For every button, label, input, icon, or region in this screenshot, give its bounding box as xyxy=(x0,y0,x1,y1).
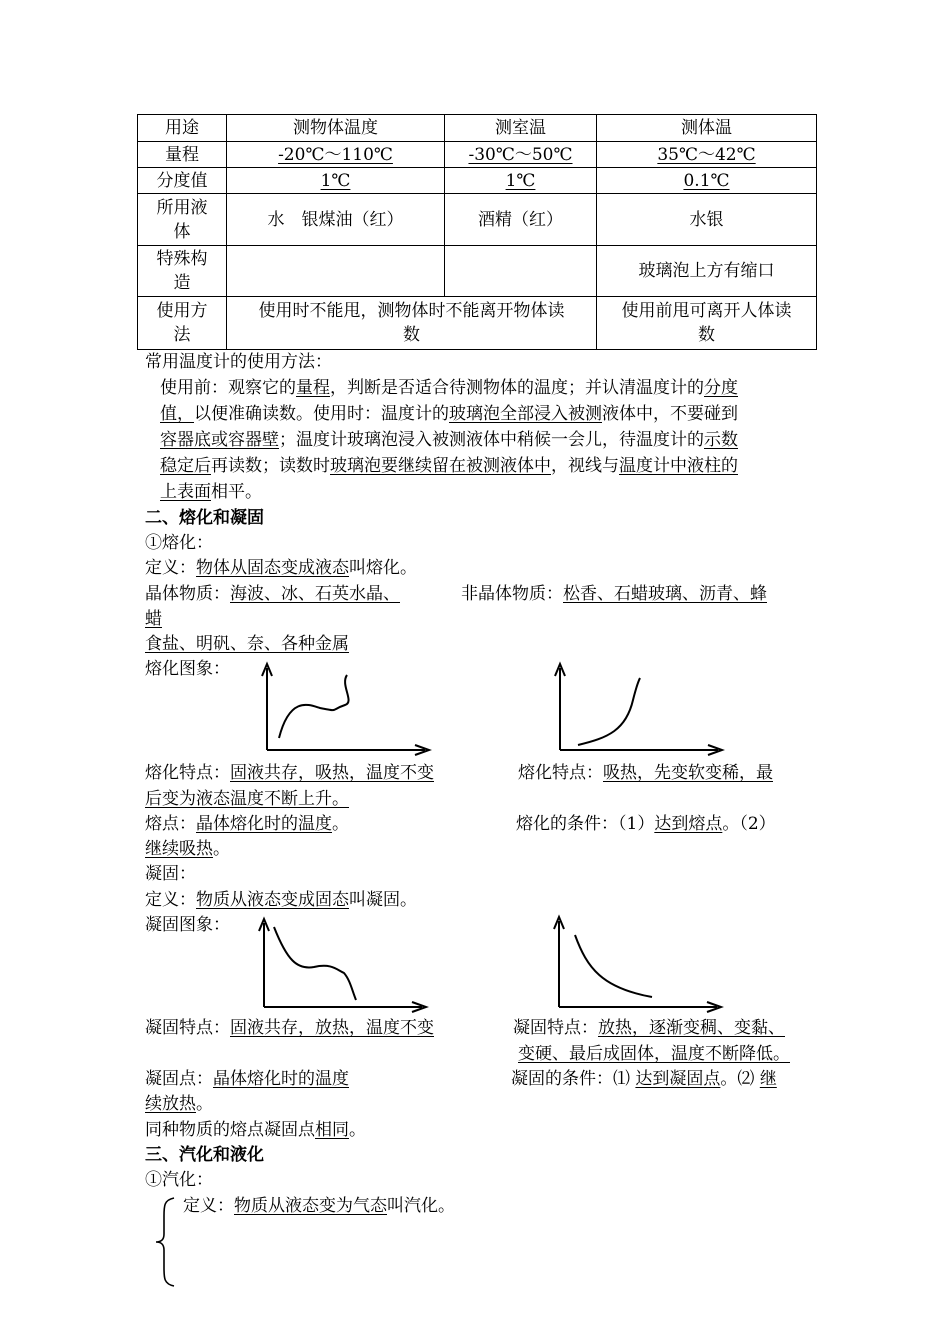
cell-div-body: 0.1℃ xyxy=(597,168,817,194)
usage-line-2: 值，以便准确读数。使用时：温度计的玻璃泡全部浸入被测液体中，不要碰到 xyxy=(160,404,738,424)
solid-sub: 凝固： xyxy=(145,864,196,884)
cell-range-object: -20℃～110℃ xyxy=(227,142,445,168)
solid-def: 定义：物质从液态变成固态叫凝固。 xyxy=(145,890,417,910)
usage-line-1: 使用前：观察它的量程，判断是否适合待测物体的温度；并认清温度计的分度 xyxy=(160,378,738,398)
solid-graph-crystal xyxy=(252,915,432,1015)
cell-usage-body: 测体温 xyxy=(597,115,817,142)
section-melt-heading: 二、熔化和凝固 xyxy=(145,508,264,528)
cell-usage-object: 测物体温度 xyxy=(227,115,445,142)
melt-def: 定义：物体从固态变成液态叫熔化。 xyxy=(145,558,417,578)
solid-graph-amorphous xyxy=(547,913,727,1013)
melt-noncrystal-wrap: 蜡 xyxy=(145,609,162,629)
melt-feature-left2: 后变为液态温度不断上升。 xyxy=(145,789,349,809)
cell-method-body: 使用前甩可离开人体读 数 xyxy=(597,297,817,350)
solid-graph-label: 凝固图象： xyxy=(145,915,230,935)
cell-div-label: 分度值 xyxy=(138,168,227,194)
solid-condition2: 续放热。 xyxy=(145,1094,213,1114)
cell-struct-label: 特殊构 造 xyxy=(138,246,227,297)
cell-liquid-body: 水银 xyxy=(597,194,817,246)
solid-feature-left: 凝固特点：固液共存，放热，温度不变 xyxy=(145,1018,434,1038)
solid-point: 凝固点：晶体熔化时的温度 xyxy=(145,1069,349,1089)
cell-method-object-room: 使用时不能甩，测物体时不能离开物体读 数 xyxy=(227,297,597,350)
melt-graph-crystal xyxy=(255,660,435,760)
melt-noncrystal: 非晶体物质：松香、石蜡玻璃、沥青、蜂 xyxy=(461,584,767,604)
thermometer-table xyxy=(137,114,817,350)
cell-range-room: -30℃～50℃ xyxy=(445,142,597,168)
melt-sub: ①熔化： xyxy=(145,533,213,553)
vapor-def: 定义：物质从液态变为气态叫汽化。 xyxy=(183,1196,455,1216)
vapor-sub: ①汽化： xyxy=(145,1170,213,1190)
melt-feature-right: 熔化特点：吸热，先变软变稀，最 xyxy=(518,763,773,783)
cell-range-label: 量程 xyxy=(138,142,227,168)
usage-line-3: 容器底或容器壁；温度计玻璃泡浸入被测液体中稍候一会儿，待温度计的示数 xyxy=(160,430,738,450)
usage-line-5: 上表面相平。 xyxy=(160,482,262,502)
melt-point: 熔点：晶体熔化时的温度。 xyxy=(145,814,349,834)
cell-usage-room: 测室温 xyxy=(445,115,597,142)
cell-struct-object xyxy=(227,246,445,297)
melt-feature-left: 熔化特点：固液共存，吸热，温度不变 xyxy=(145,763,434,783)
cell-liquid-object: 水 银煤油（红） xyxy=(227,194,445,246)
melt-condition2: 继续吸热。 xyxy=(145,839,230,859)
section-vapor-heading: 三、汽化和液化 xyxy=(145,1145,264,1165)
usage-heading: 常用温度计的使用方法： xyxy=(145,352,332,372)
cell-struct-room xyxy=(445,246,597,297)
left-brace-icon xyxy=(152,1196,178,1288)
cell-method-label: 使用方 法 xyxy=(138,297,227,350)
cell-range-body: 35℃～42℃ xyxy=(597,142,817,168)
solid-feature-right: 凝固特点：放热，逐渐变稠、变黏、 xyxy=(513,1018,785,1038)
cell-div-object: 1℃ xyxy=(227,168,445,194)
cell-usage-label: 用途 xyxy=(138,115,227,142)
melt-graph-amorphous xyxy=(548,660,728,760)
melt-condition: 熔化的条件：（1）达到熔点。（2） xyxy=(516,814,776,834)
cell-liquid-room: 酒精（红） xyxy=(445,194,597,246)
solid-same: 同种物质的熔点凝固点相同。 xyxy=(145,1120,366,1140)
melt-crystal-line2: 食盐、明矾、奈、各种金属 xyxy=(145,634,349,654)
solid-feature-right2: 变硬、最后成固体，温度不断降低。 xyxy=(518,1044,790,1064)
melt-crystal: 晶体物质：海波、冰、石英水晶、 xyxy=(145,584,400,604)
solid-condition: 凝固的条件：⑴ 达到凝固点。⑵ 继 xyxy=(511,1069,777,1089)
cell-div-room: 1℃ xyxy=(445,168,597,194)
usage-line-4: 稳定后再读数；读数时玻璃泡要继续留在被测液体中，视线与温度计中液柱的 xyxy=(160,456,738,476)
melt-graph-label: 熔化图象： xyxy=(145,659,230,679)
cell-liquid-label: 所用液 体 xyxy=(138,194,227,246)
cell-struct-body: 玻璃泡上方有缩口 xyxy=(597,246,817,297)
